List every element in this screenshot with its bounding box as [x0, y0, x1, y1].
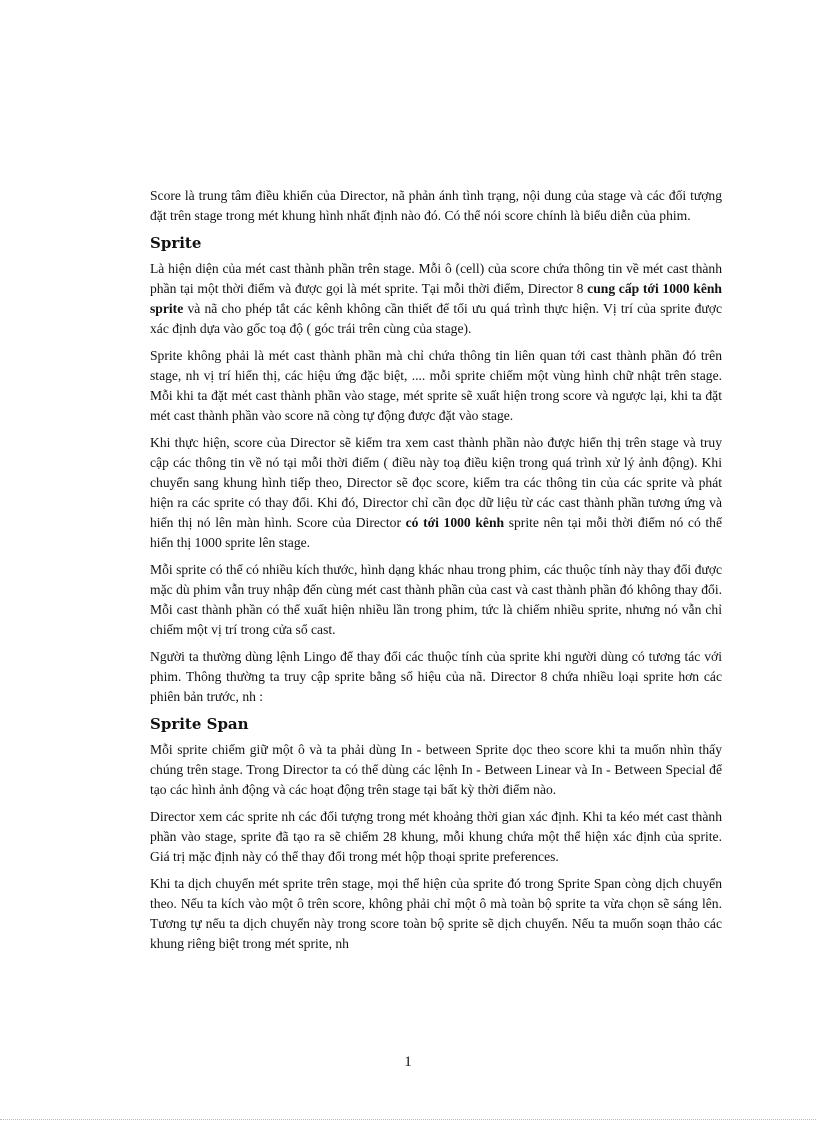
text-run: Mỗi sprite chiếm giữ một ô và ta phải dùng In - between Sprite dọc theo score khi ta muốn nhìn thấy chúng trên stage. Trong Director ta có thể dùng các lệnh In - Between Linear và In - Between Special để tạo các hình ảnh động và các hoạt động trên stage tại bất kỳ thời điểm nào.	[150, 742, 722, 797]
bold-text: có tới 1000 kênh	[405, 515, 505, 530]
text-run: Người ta thường dùng lệnh Lingo để thay đổi các thuộc tính của sprite khi người dùng có tương tác với phim. Thông thường ta truy cập sprite bằng số hiệu của nã. Director 8 chứa nhiều loại sprite hơn các phiên bản trước, nh :	[150, 649, 722, 704]
bold-text: cung cấp tới 1000 kênh sprite	[150, 281, 722, 316]
text-run: Là hiện diện của mét cast thành phần trên stage. Mỗi ô (cell) của score chứa thông tin về mét cast thành phần tại một thời điểm và được gọi là mét sprite. Tại mỗi thời điểm, Director 8	[150, 261, 722, 296]
text-run: và nã cho phép tắt các kênh không cần thiết để tối ưu quá trình thực hiện. Vị trí của sprite được xác định dựa vào gốc toạ độ ( góc trái trên cùng của stage).	[150, 301, 722, 336]
text-run: Sprite Span	[150, 715, 249, 733]
page-number: 1	[404, 1054, 412, 1070]
text-run: Score là trung tâm điều khiển của Director, nã phản ánh tình trạng, nội dung của stage và các đối tượng đặt trên stage trong mét khung hình nhất định nào đó. Có thể nói score chính là biểu diễn của phim.	[150, 188, 722, 223]
body-paragraph	[150, 807, 722, 867]
body-paragraph	[150, 433, 722, 553]
section-heading	[150, 233, 722, 253]
text-run: Director xem các sprite nh các đối tượng trong mét khoảng thời gian xác định. Khi ta kéo mét cast thành phần vào stage, sprite đã tạo ra sẽ chiếm 28 khung, mỗi khung chứa một thể hiện xác định của sprite. Giá trị mặc định này có thể thay đổi trong mét hộp thoại sprite preferences.	[150, 809, 722, 864]
body-paragraph	[150, 874, 722, 954]
body-paragraph	[150, 186, 722, 226]
section-heading	[150, 714, 722, 734]
body-paragraph	[150, 740, 722, 800]
body-paragraph	[150, 346, 722, 426]
text-run: Mỗi sprite có thể có nhiều kích thước, hình dạng khác nhau trong phim, các thuộc tính này thay đổi được mặc dù phim vẫn truy nhập đến cùng mét cast thành phần của cast và cast thành phần đó không thay đổi. Mỗi cast thành phần có thể xuất hiện nhiều lần trong phim, tức là chiếm nhiều sprite, nhưng nó vẫn chỉ chiếm một vị trí trong cửa sổ cast.	[150, 562, 722, 637]
text-run: Sprite	[150, 234, 202, 252]
text-run: Sprite không phải là mét cast thành phần mà chỉ chứa thông tin liên quan tới cast thành phần đó trên stage, nh vị trí hiển thị, các hiệu ứng đặc biệt, .... mỗi sprite chiếm một vùng hình chữ nhật trên stage. Mỗi khi ta đặt mét cast thành phần vào stage, mét sprite sẽ xuất hiện trong score và ngược lại, khi ta đặt mét cast thành phần vào score nã còng tự động được đặt vào stage.	[150, 348, 722, 423]
text-run: sprite nên tại mỗi thời điểm nó có thể hiển thị 1000 sprite lên stage.	[150, 515, 722, 550]
text-run: Khi ta dịch chuyển mét sprite trên stage, mọi thể hiện của sprite đó trong Sprite Span còng dịch chuyển theo. Nếu ta kích vào một ô trên score, không phải chỉ một ô mà toàn bộ sprite ta vừa chọn sẽ sáng lên. Tương tự nếu ta dịch chuyển này trong score toàn bộ sprite sẽ dịch chuyển. Nếu ta muốn soạn thảo các khung riêng biệt trong mét sprite, nh	[150, 876, 722, 951]
body-paragraph	[150, 647, 722, 707]
page-bottom-edge	[0, 1119, 816, 1120]
document-body	[150, 186, 722, 961]
body-paragraph	[150, 560, 722, 640]
text-run: Khi thực hiện, score của Director sẽ kiểm tra xem cast thành phần nào được hiển thị trên stage và truy cập các thông tin về nó tại mỗi thời điểm ( điều này toạ điều kiện trong quá trình xử lý ảnh động). Khi chuyển sang khung hình tiếp theo, Director sẽ đọc score, kiểm tra các thông tin của các sprite và phát hiện ra các sprite có thay đổi. Khi đó, Director chỉ cần đọc dữ liệu từ các cast thành phần tương ứng và hiển thị nó lên màn hình. Score của Director	[150, 435, 722, 530]
body-paragraph	[150, 259, 722, 339]
